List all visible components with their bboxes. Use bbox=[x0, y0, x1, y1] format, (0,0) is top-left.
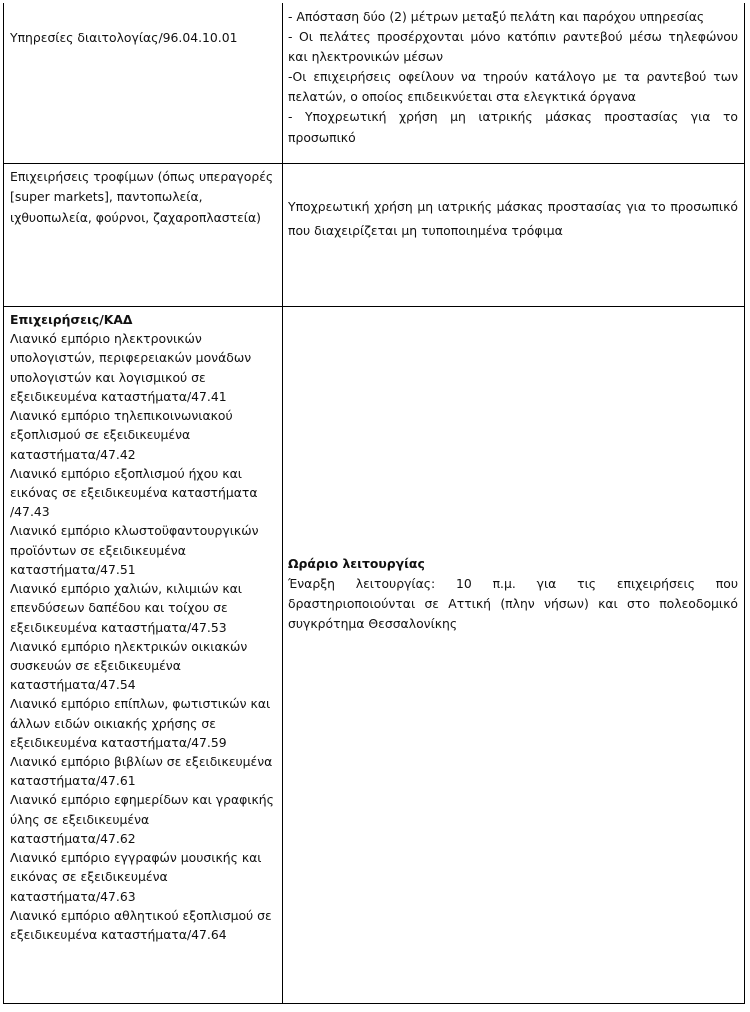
row1-left-text: Υπηρεσίες διαιτολογίας/96.04.10.01 bbox=[10, 30, 238, 45]
list-item: Λιανικό εμπόριο εφημερίδων και γραφικής ύλης σε εξειδικευμένα καταστήματα/47.62 bbox=[10, 792, 274, 846]
row1-right-cell bbox=[288, 7, 738, 148]
row2-left-cell bbox=[10, 167, 278, 228]
row1-right-line: - Υποχρεωτική χρήση μη ιατρικής μάσκας προστασίας για το προσωπικό bbox=[288, 109, 738, 145]
list-item: Λιανικό εμπόριο αθλητικού εξοπλισμού σε εξειδικευμένα καταστήματα/47.64 bbox=[10, 907, 272, 942]
list-item: Λιανικό εμπόριο χαλιών, κιλιμιών και επενδύσεων δαπέδου και τοίχου σε εξειδικευμένα καταστήματα/47.53 bbox=[10, 581, 242, 635]
row2-left-text: Επιχειρήσεις τροφίμων (όπως υπεραγορές [super markets], παντοπωλεία, ιχθυοπωλεία, φούρνοι, ζαχαροπλαστεία) bbox=[10, 169, 274, 225]
list-item: Λιανικό εμπόριο ηλεκτρικών οικιακών συσκευών σε εξειδικευμένα καταστήματα/47.54 bbox=[10, 638, 248, 693]
row1-right-line: -Οι επιχειρήσεις οφείλουν να τηρούν κατάλογο με τα ραντεβού των πελατών, ο οποίος επιδεικνύεται στα ελεγκτικά όργανα bbox=[288, 69, 738, 105]
row1-right-line: - Οι πελάτες προσέρχονται μόνο κατόπιν ραντεβού μέσω τηλεφώνου και ηλεκτρονικών μέσων bbox=[288, 29, 738, 65]
row3-right-heading: Ωράριο λειτουργίας bbox=[288, 556, 425, 571]
row2-right-text: Υποχρεωτική χρήση μη ιατρικής μάσκας προστασίας για το προσωπικό που διαχειρίζεται μη τυποποιημένα τρόφιμα bbox=[288, 199, 738, 239]
list-item: Λιανικό εμπόριο εξοπλισμού ήχου και εικόνας σε εξειδικευμένα καταστήματα /47.43 bbox=[10, 465, 258, 520]
row3-right-text: Έναρξη λειτουργίας: 10 π.μ. για τις επιχειρήσεις που δραστηριοποιούνται σε Αττική (πλην νήσων) και στο πολεοδομικό συγκρότημα Θεσσαλονίκης bbox=[288, 576, 738, 632]
list-item: Λιανικό εμπόριο κλωστοϋφαντουργικών προϊόντων σε εξειδικευμένα καταστήματα/47.51 bbox=[10, 523, 259, 577]
list-item: Λιανικό εμπόριο εγγραφών μουσικής και εικόνας σε εξειδικευμένα καταστήματα/47.63 bbox=[10, 850, 262, 904]
list-item: Λιανικό εμπόριο βιβλίων σε εξειδικευμένα καταστήματα/47.61 bbox=[10, 754, 273, 789]
list-item: Λιανικό εμπόριο ηλεκτρονικών υπολογιστών, περιφερειακών μονάδων υπολογιστών και λογισμικού σε εξειδικευμένα καταστήματα/47.41 bbox=[10, 331, 252, 404]
list-item: Λιανικό εμπόριο επίπλων, φωτιστικών και άλλων ειδών οικιακής χρήσης σε εξειδικευμένα καταστήματα/47.59 bbox=[10, 696, 271, 750]
list-item: Λιανικό εμπόριο τηλεπικοινωνιακού εξοπλισμού σε εξειδικευμένα καταστήματα/47.42 bbox=[10, 408, 233, 462]
row1-left-cell bbox=[10, 28, 278, 48]
row3-left-heading: Επιχειρήσεις/ΚΑΔ bbox=[10, 312, 133, 327]
row2-right-cell bbox=[288, 195, 738, 243]
row3-right-cell bbox=[288, 554, 738, 634]
row3-left-cell bbox=[10, 310, 278, 944]
row1-right-line: - Απόσταση δύο (2) μέτρων μεταξύ πελάτη και παρόχου υπηρεσίας bbox=[288, 9, 705, 24]
